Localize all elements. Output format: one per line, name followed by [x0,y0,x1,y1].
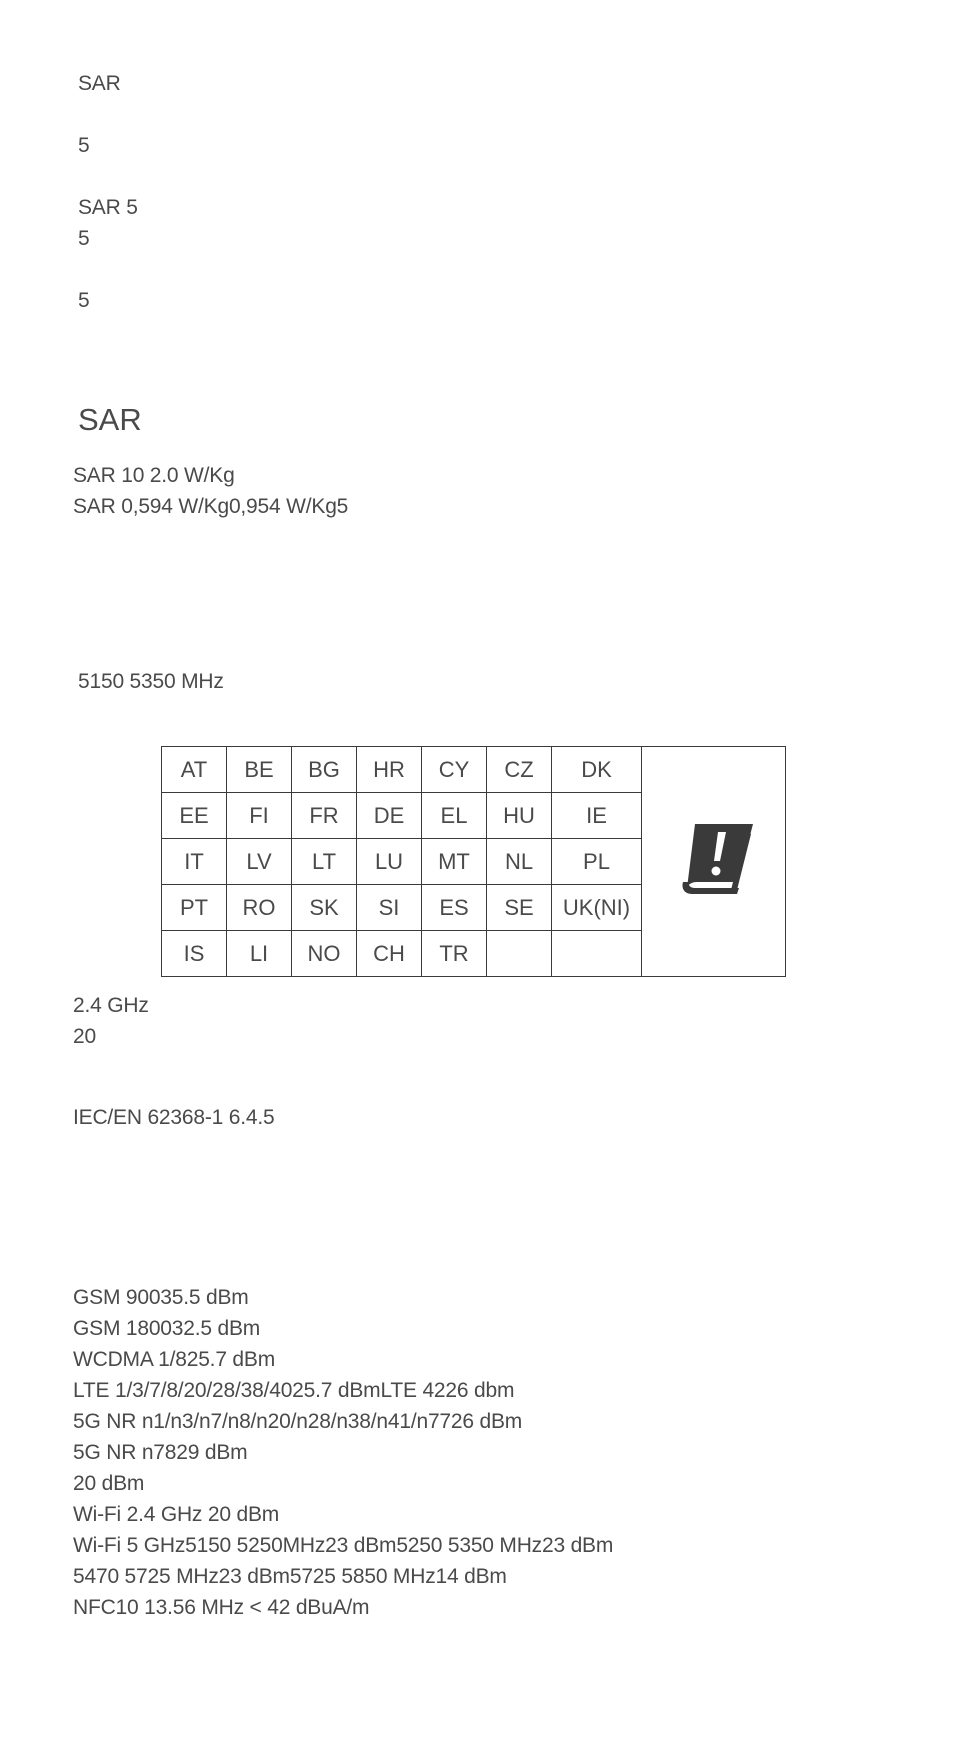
country-cell: ES [422,885,487,931]
country-cell: IE [552,793,642,839]
top-line-1: SAR [78,72,121,95]
country-cell: MT [422,839,487,885]
country-cell: RO [227,885,292,931]
country-cell [487,931,552,977]
country-cell: IT [162,839,227,885]
standard-line: IEC/EN 62368-1 6.4.5 [73,1106,275,1129]
warning-icon-cell [642,747,786,977]
table-row [162,747,786,793]
list-item: GSM 90035.5 dBm [73,1286,249,1309]
country-cell: BE [227,747,292,793]
country-cell: LI [227,931,292,977]
list-item: 5G NR n7829 dBm [73,1441,248,1464]
wifi-line-1: 2.4 GHz [73,994,149,1017]
list-item: LTE 1/3/7/8/20/28/38/4025.7 dBmLTE 4226 dbm [73,1379,515,1402]
manual-warning-icon [673,820,755,904]
country-cell: AT [162,747,227,793]
wifi-line-2: 20 [73,1025,96,1048]
list-item: Wi-Fi 2.4 GHz 20 dBm [73,1503,280,1526]
list-item: Wi-Fi 5 GHz5150 5250MHz23 dBm5250 5350 MHz23 dBm [73,1534,614,1557]
country-cell: FR [292,793,357,839]
country-cell: LT [292,839,357,885]
country-cell: NL [487,839,552,885]
country-cell: BG [292,747,357,793]
list-item: NFC10 13.56 MHz < 42 dBuA/m [73,1596,370,1619]
list-item: WCDMA 1/825.7 dBm [73,1348,276,1371]
country-cell: DK [552,747,642,793]
country-cell: TR [422,931,487,977]
country-cell: PL [552,839,642,885]
country-restriction-table [161,746,786,977]
country-cell: EE [162,793,227,839]
list-item: 20 dBm [73,1472,145,1495]
country-cell: SI [357,885,422,931]
country-cell: DE [357,793,422,839]
list-item: 5G NR n1/n3/n7/n8/n20/n28/n38/n41/n7726 dBm [73,1410,523,1433]
restriction-band: 5150 5350 MHz [78,670,224,693]
country-cell: SE [487,885,552,931]
top-line-2: 5 [78,134,90,157]
country-cell: FI [227,793,292,839]
country-cell [552,931,642,977]
country-cell: PT [162,885,227,931]
list-item: 5470 5725 MHz23 dBm5725 5850 MHz14 dBm [73,1565,507,1588]
power-list [73,1282,613,1623]
sar-heading: SAR [78,402,142,437]
top-line-5: 5 [78,289,90,312]
sar-line-2: SAR 0,594 W/Kg0,954 W/Kg5 [73,495,349,518]
country-cell: SK [292,885,357,931]
country-cell: NO [292,931,357,977]
country-cell: LU [357,839,422,885]
list-item: GSM 180032.5 dBm [73,1317,261,1340]
country-cell: CH [357,931,422,977]
country-cell: EL [422,793,487,839]
top-line-4: 5 [78,227,90,250]
sar-line-1: SAR 10 2.0 W/Kg [73,464,235,487]
top-line-3: SAR 5 [78,196,138,219]
country-cell: HR [357,747,422,793]
country-cell: CY [422,747,487,793]
country-cell: CZ [487,747,552,793]
country-cell: LV [227,839,292,885]
country-cell: HU [487,793,552,839]
country-cell: UK(NI) [552,885,642,931]
country-cell: IS [162,931,227,977]
